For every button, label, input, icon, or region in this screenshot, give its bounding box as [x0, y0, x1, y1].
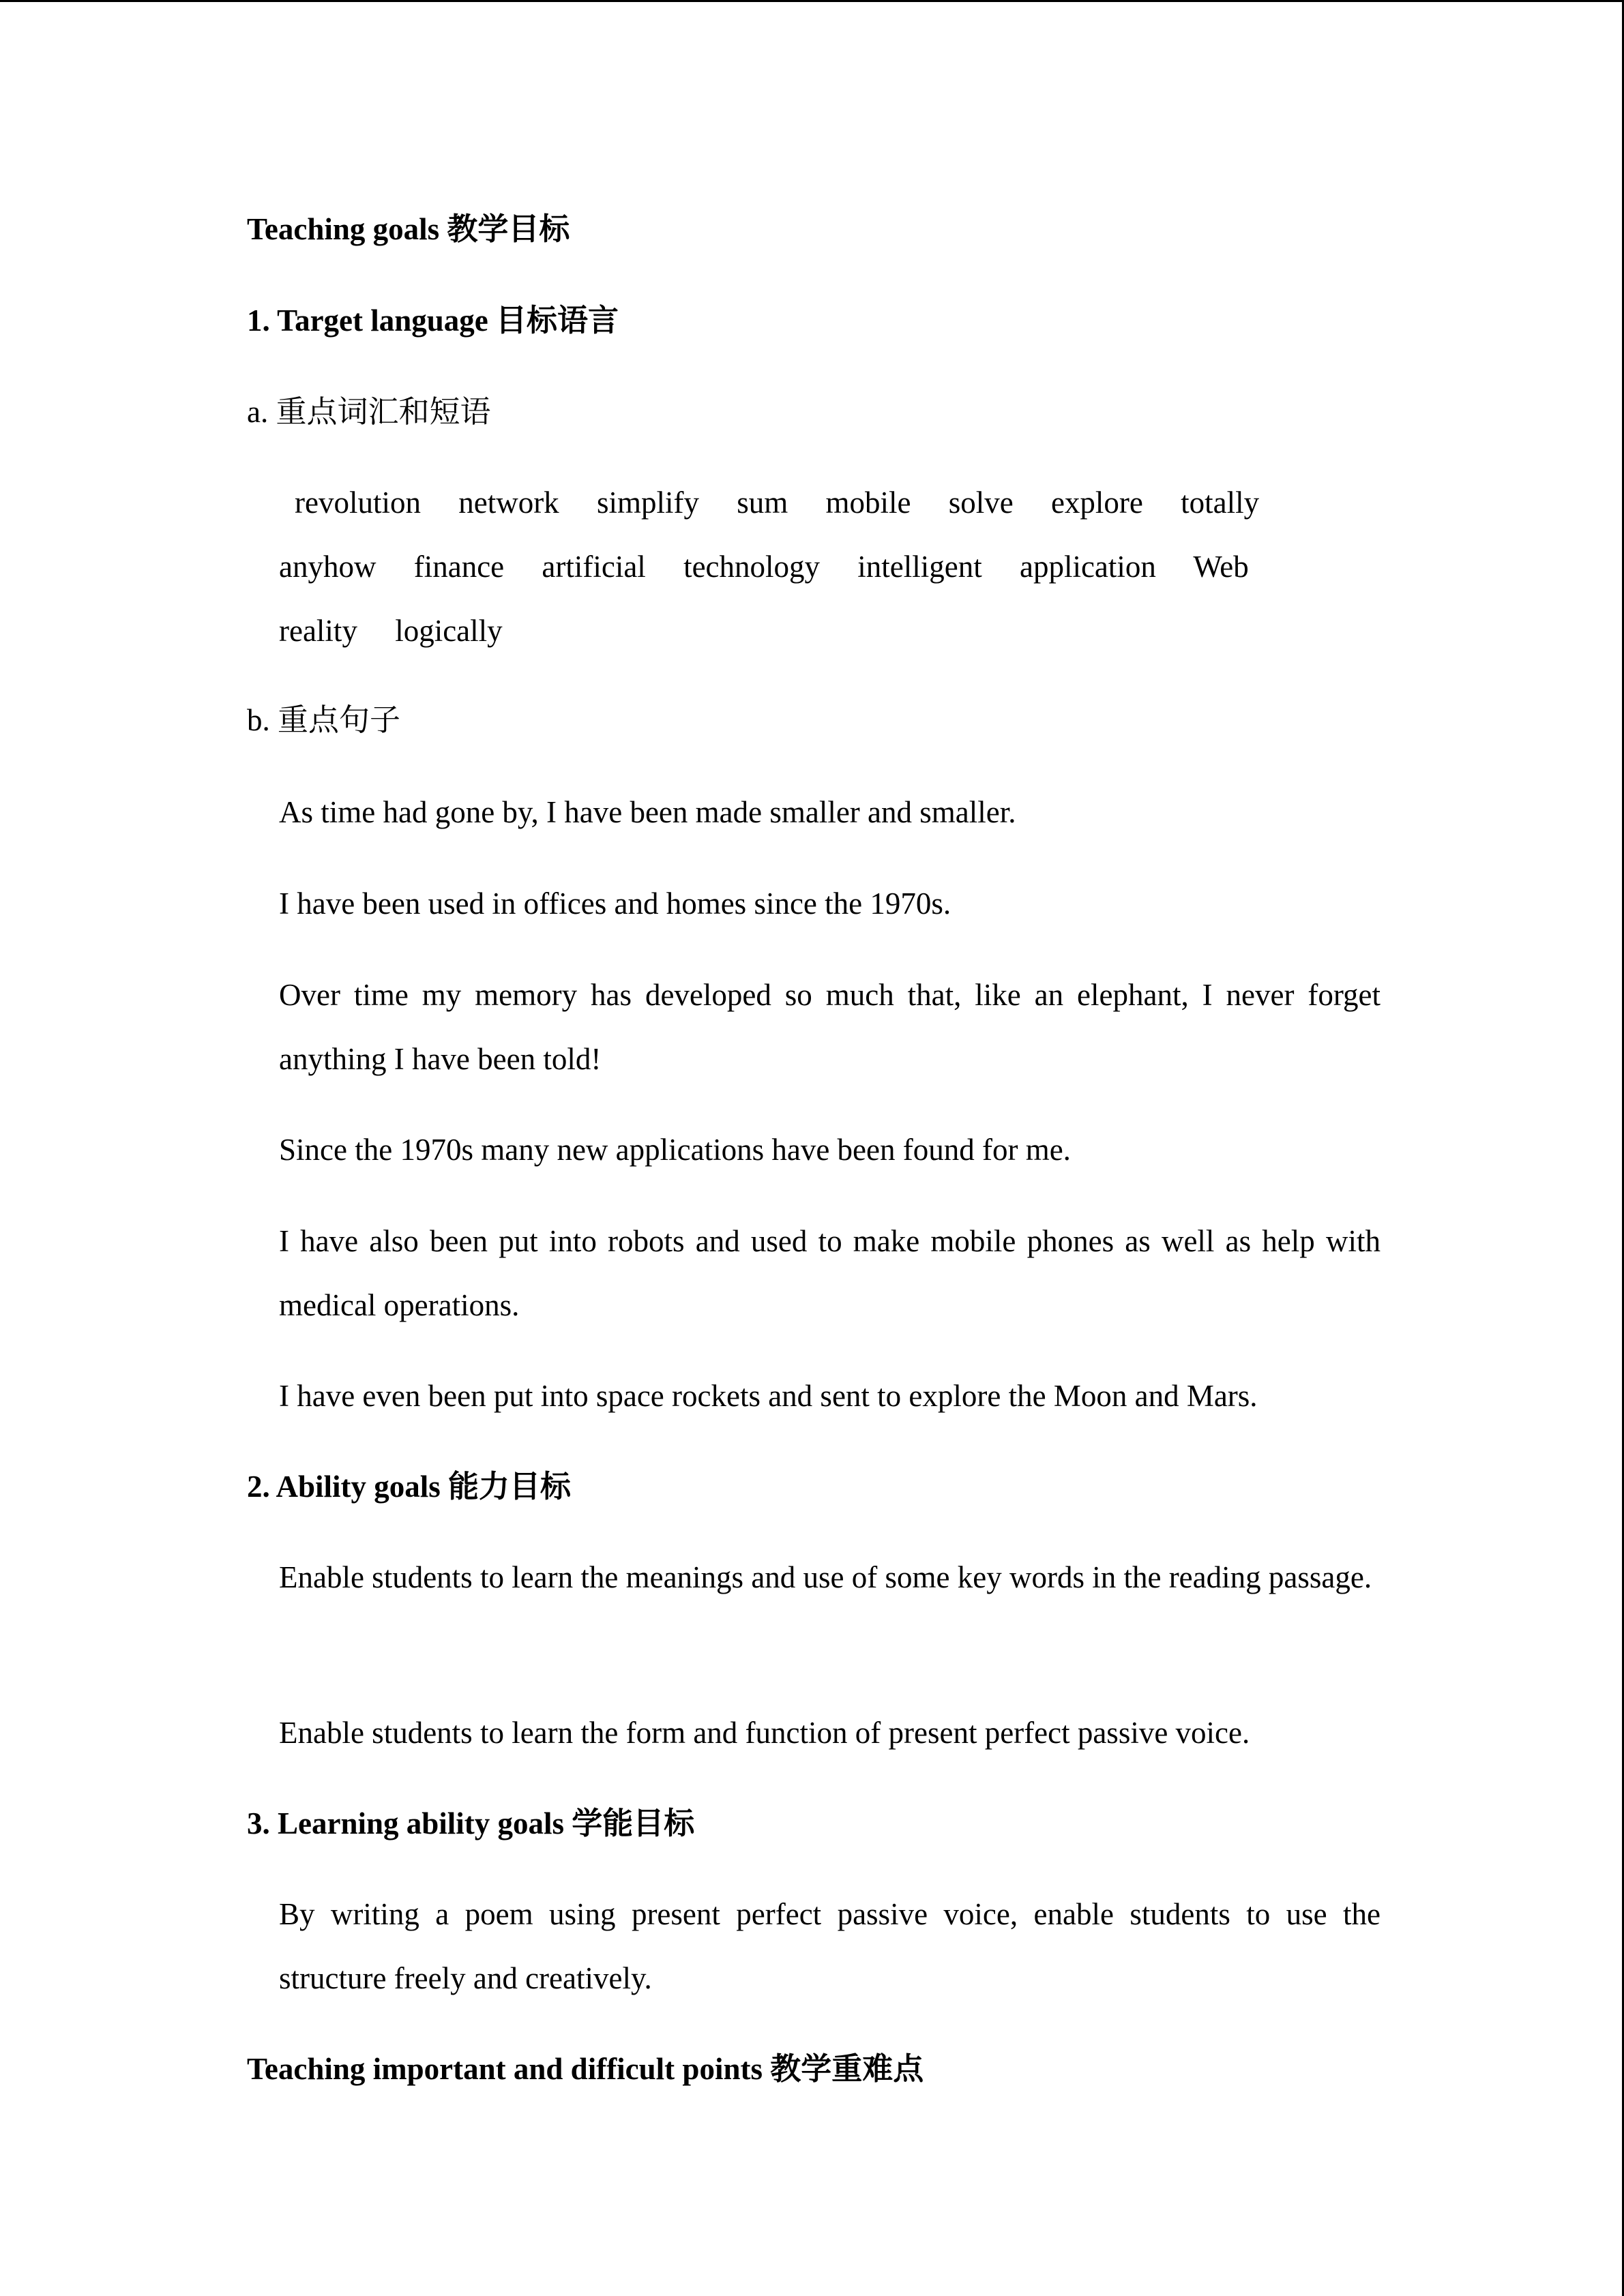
vocab-word: explore: [1050, 486, 1143, 520]
vocab-line-3: [279, 599, 1302, 663]
vocab-word: solve: [948, 486, 1014, 520]
learning-goal-1: By writing a poem using present perfect passive voice, enable students to use the structure freely and creatively.: [279, 1897, 1381, 1995]
ability-goal-2: Enable students to learn the form and function of present perfect passive voice.: [279, 1716, 1250, 1750]
vocab-word: finance: [413, 550, 505, 584]
vocab-word: Web: [1193, 550, 1249, 584]
heading-teaching-goals: Teaching goals 教学目标: [247, 212, 570, 246]
sentence-1: As time had gone by, I have been made smaller and smaller.: [279, 795, 1016, 829]
sentence-3: Over time my memory has developed so much that, like an elephant, I never forget anything I have been told!: [279, 978, 1381, 1076]
heading-ability-goals: 2. Ability goals 能力目标: [247, 1470, 572, 1504]
top-border: [0, 0, 1624, 2]
vocab-word: network: [458, 486, 559, 520]
subheading-key-sentences: b. 重点句子: [247, 703, 401, 737]
ability-goal-1: Enable students to learn the meanings and use of some key words in the reading passage.: [279, 1560, 1372, 1594]
vocab-word: artificial: [542, 550, 646, 584]
vocab-line-2: [279, 535, 1302, 599]
sentence-5: I have also been put into robots and used to make mobile phones as well as help with medical operations.: [279, 1224, 1381, 1322]
subheading-key-vocabulary: a. 重点词汇和短语: [247, 395, 491, 429]
vocab-word: simplify: [596, 486, 699, 520]
vocabulary-list: [279, 471, 1302, 663]
vocab-word: totally: [1181, 486, 1260, 520]
heading-learning-ability-goals: 3. Learning ability goals 学能目标: [247, 1806, 695, 1840]
vocab-word: technology: [683, 550, 821, 584]
vocab-word: intelligent: [857, 550, 982, 584]
vocab-word: sum: [737, 486, 788, 520]
vocab-word: reality: [279, 614, 357, 648]
sentence-2: I have been used in offices and homes since the 1970s.: [279, 886, 951, 921]
vocab-line-1: [279, 471, 1302, 535]
heading-important-points: Teaching important and difficult points 教学重难点: [247, 2052, 924, 2086]
sentence-6: I have even been put into space rockets and sent to explore the Moon and Mars.: [279, 1379, 1258, 1413]
vocab-word: anyhow: [279, 550, 377, 584]
heading-target-language: 1. Target language 目标语言: [247, 303, 619, 338]
vocab-word: logically: [395, 614, 503, 648]
sentence-4: Since the 1970s many new applications have been found for me.: [279, 1133, 1071, 1167]
vocab-word: application: [1019, 550, 1156, 584]
vocab-word: mobile: [825, 486, 911, 520]
vocab-word: revolution: [295, 486, 421, 520]
